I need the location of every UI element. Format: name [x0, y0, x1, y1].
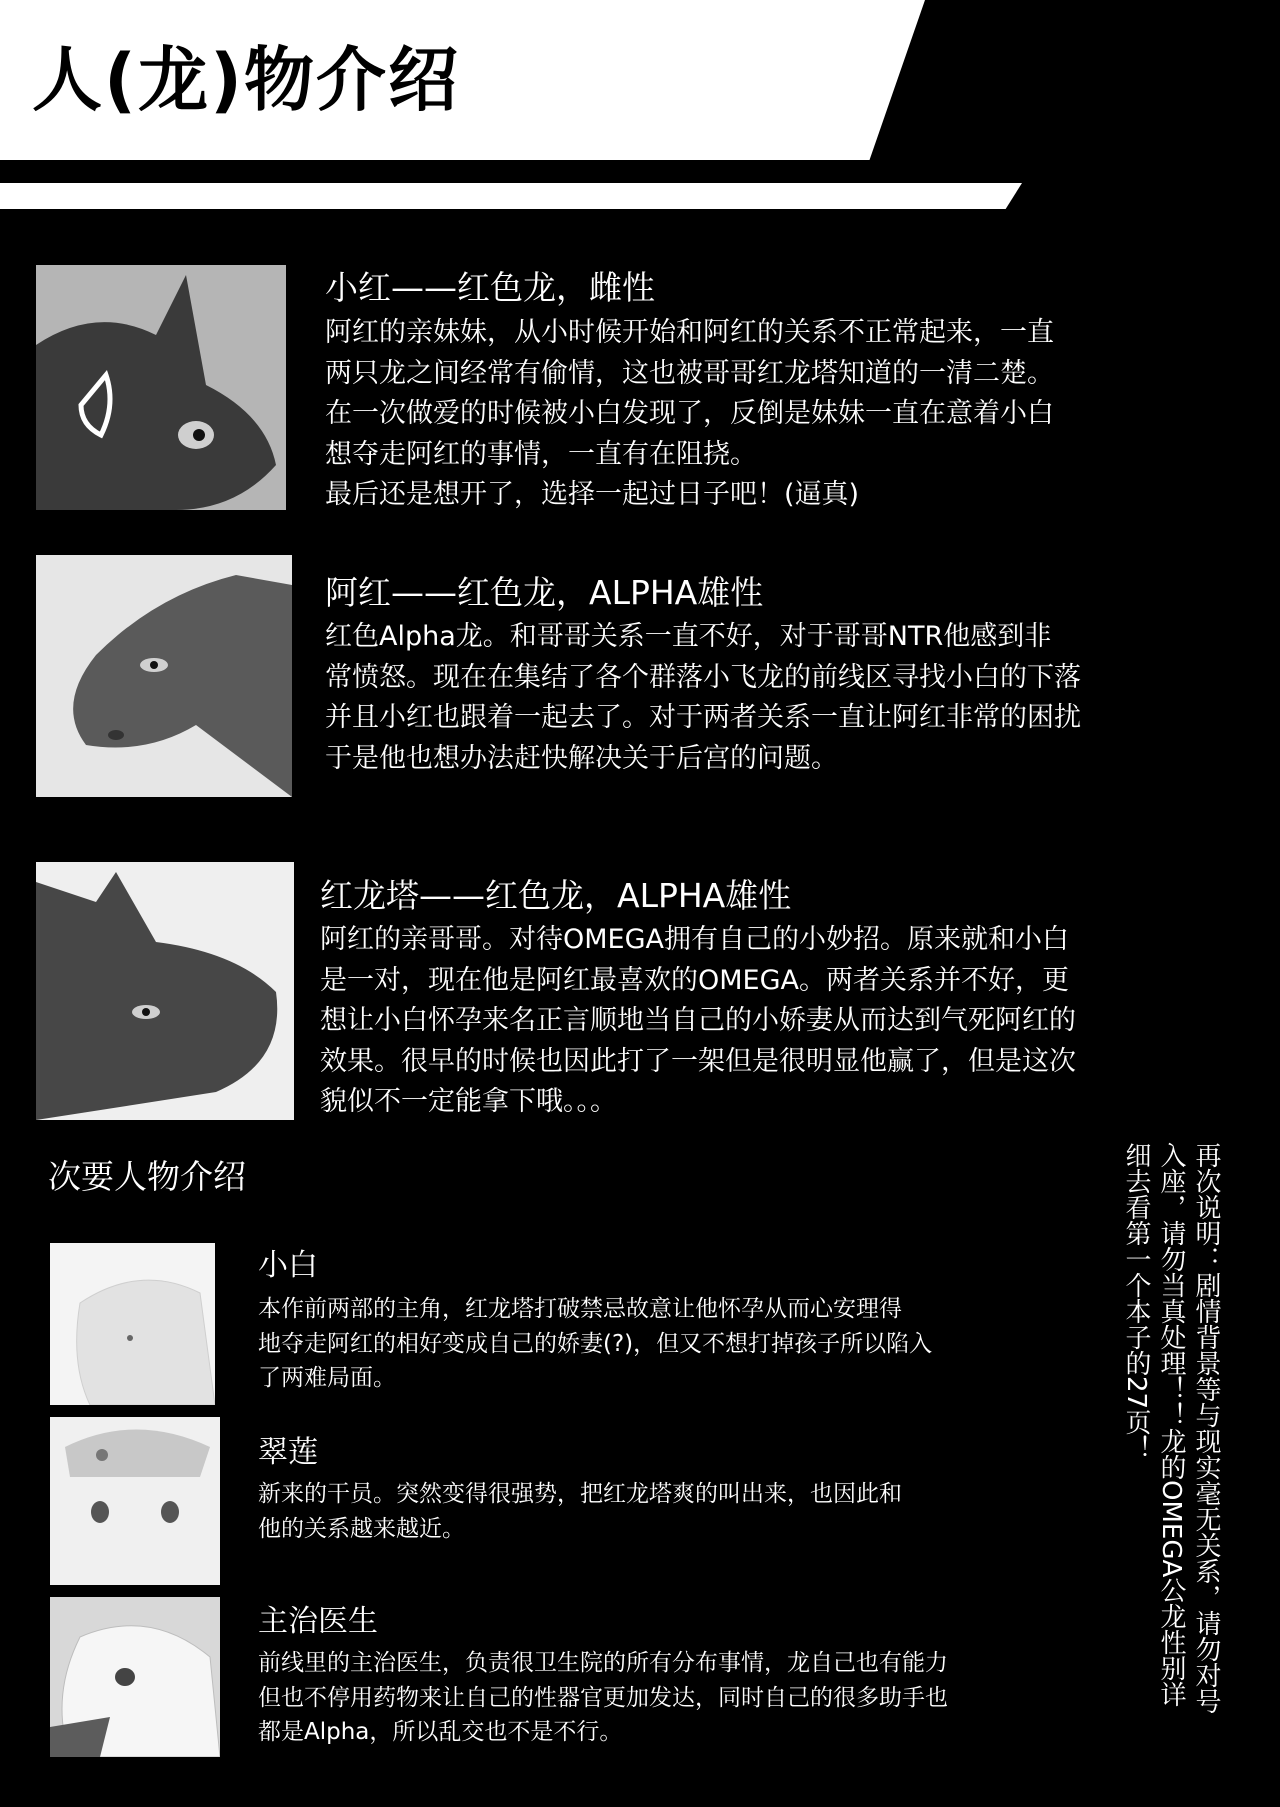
minor-character-description	[258, 1477, 902, 1546]
side-note	[1118, 1142, 1223, 1742]
character-name: 阿红——红色龙，ALPHA雄性	[325, 573, 764, 612]
page-title: 人(龙)物介绍	[32, 39, 460, 121]
side-note-line: 细去看第一个本子的27页！	[1121, 1142, 1151, 1462]
description-line: 于是他也想办法赶快解决关于后宫的问题。	[325, 742, 838, 774]
description-line: 在一次做爱的时候被小白发现了，反倒是妹妹一直在意着小白	[325, 398, 1054, 429]
portrait-honglongta	[36, 862, 294, 1120]
description-line: 地夺走阿红的相好变成自己的娇妻(?)，但又不想打掉孩子所以陷入	[258, 1330, 933, 1357]
character-name: 小红——红色龙，雌性	[325, 268, 655, 307]
character-description	[320, 920, 1076, 1123]
dragon-portrait-icon	[50, 1597, 220, 1757]
portrait-ahong	[36, 555, 292, 797]
side-note-line: 入座，请勿当真处理！！龙的OMEGA公龙性别详	[1156, 1142, 1186, 1708]
description-line: 新来的干员。突然变得很强势，把红龙塔爽的叫出来，也因此和	[258, 1481, 902, 1507]
description-line: 前线里的主治医生，负责很卫生院的所有分布事情，龙自己也有能力	[258, 1650, 948, 1676]
minor-character-description	[258, 1646, 948, 1750]
description-line: 红色Alpha龙。和哥哥关系一直不好，对于哥哥NTR他感到非	[325, 621, 1052, 652]
description-line: 是一对，现在他是阿红最喜欢的OMEGA。两者关系并不好，更	[320, 964, 1069, 996]
title-banner-stripe	[0, 183, 1022, 209]
description-line: 了两难局面。	[258, 1365, 396, 1391]
minor-character-name: 小白	[258, 1248, 318, 1283]
description-line: 想让小白怀孕来名正言顺地当自己的小娇妻从而达到气死阿红的	[320, 1005, 1076, 1036]
description-line: 常愤怒。现在在集结了各个群落小飞龙的前线区寻找小白的下落	[325, 661, 1081, 693]
description-line: 效果。很早的时候也因此打了一架但是很明显他赢了，但是这次	[320, 1045, 1076, 1077]
description-line: 但也不停用药物来让自己的性器官更加发达，同时自己的很多助手也	[258, 1684, 948, 1711]
minor-character-description	[258, 1292, 932, 1396]
dragon-portrait-icon	[36, 555, 292, 797]
description-line: 阿红的亲哥哥。对待OMEGA拥有自己的小妙招。原来就和小白	[320, 924, 1069, 955]
description-line: 他的关系越来越近。	[258, 1515, 465, 1542]
minor-character-name: 翠莲	[258, 1435, 318, 1470]
dragon-portrait-icon	[50, 1243, 215, 1405]
side-note-line: 再次说明：剧情背景等与现实毫无关系，请勿对号	[1191, 1142, 1221, 1714]
description-line: 想夺走阿红的事情，一直有在阻挠。	[325, 438, 757, 470]
dragon-portrait-icon	[36, 862, 294, 1120]
minor-section-title: 次要人物介绍	[48, 1157, 246, 1196]
character-description	[325, 617, 1081, 779]
dragon-portrait-icon	[36, 265, 286, 510]
dragon-portrait-icon	[50, 1417, 220, 1585]
description-line: 阿红的亲妹妹，从小时候开始和阿红的关系不正常起来，一直	[325, 317, 1054, 348]
description-line: 本作前两部的主角，红龙塔打破禁忌故意让他怀孕从而心安理得	[258, 1296, 902, 1322]
portrait-cuilian	[50, 1417, 220, 1585]
portrait-xiaohong	[36, 265, 286, 510]
portrait-doctor	[50, 1597, 220, 1757]
portrait-xiaobai	[50, 1243, 215, 1405]
description-line: 貌似不一定能拿下哦。。。	[320, 1086, 617, 1117]
description-line: 并且小红也跟着一起去了。对于两者关系一直让阿红非常的困扰	[325, 702, 1081, 733]
minor-character-name: 主治医生	[258, 1604, 378, 1639]
description-line: 两只龙之间经常有偷情，这也被哥哥红龙塔知道的一清二楚。	[325, 357, 1054, 389]
description-line: 都是Alpha，所以乱交也不是不行。	[258, 1719, 623, 1745]
description-line: 最后还是想开了，选择一起过日子吧！(逼真)	[325, 479, 860, 510]
character-description	[325, 313, 1054, 516]
character-name: 红龙塔——红色龙，ALPHA雄性	[320, 876, 792, 915]
